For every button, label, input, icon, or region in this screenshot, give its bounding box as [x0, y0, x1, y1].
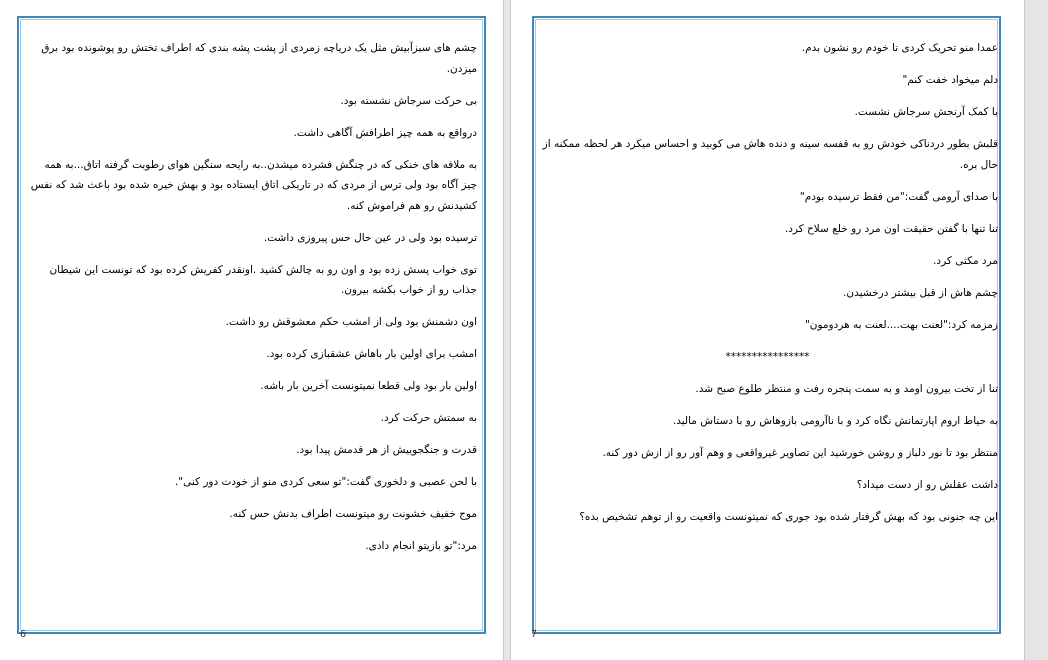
paragraph[interactable]: با لحن عصبی و دلخوری گفت:"تو سعی کردی منو از خودت دور کنی".: [174, 476, 477, 488]
paragraph[interactable]: درواقع به همه چیز اطرافش آگاهی داشت.: [293, 126, 477, 139]
paragraph[interactable]: امشب برای اولین بار باهاش عشقبازی کرده بود.: [266, 348, 477, 360]
page-body[interactable]: [537, 38, 998, 539]
paragraph[interactable]: قلبش بطور دردناکی خودش رو به قفسه سینه و دنده هاش می کوبید و احساس میکرد هر لحظه ممکنه از حال بره.: [542, 138, 998, 171]
paragraph[interactable]: اولین بار بود ولی قطعا نمیتونست آخرین بار باشه.: [260, 380, 477, 392]
page-number: 6: [20, 629, 27, 640]
paragraph[interactable]: به حیاط اروم اپارتمانش نگاه کرد و با ناآرومی بازوهاش رو با دستاش مالید.: [672, 414, 998, 427]
paragraph[interactable]: با صدای آرومی گفت:"من فقط ترسیده بودم": [799, 190, 998, 203]
paragraph[interactable]: منتظر بود تا نور دلباز و روشن خورشید این تصاویر غیرواقعی و وهم آور رو از ازش دور کنه.: [602, 446, 998, 459]
paragraph[interactable]: با کمک آرنجش سرجاش نشست.: [854, 106, 998, 118]
paragraph[interactable]: تنا تنها با گفتن حقیقت اون مرد رو خلع سلاح کرد.: [784, 222, 998, 235]
paragraph[interactable]: قدرت و جنگجوییش از هر قدمش پیدا بود.: [296, 444, 477, 456]
paragraph[interactable]: بی حرکت سرجاش نشسته بود.: [340, 94, 477, 107]
workspace-edge: [1024, 0, 1048, 660]
paragraph[interactable]: داشت عقلش رو از دست میداد؟: [856, 478, 998, 491]
paragraph[interactable]: مرد:"تو بازیتو انجام دادی.: [365, 540, 477, 552]
paragraph[interactable]: تنا از تخت بیرون اومد و به سمت پنجره رفت و منتظر طلوع صبح شد.: [695, 382, 998, 395]
paragraph[interactable]: به سمتش حرکت کرد.: [380, 412, 477, 424]
page-number: 7: [531, 629, 538, 640]
paragraph[interactable]: این چه جنونی بود که بهش گرفتار شده بود جوری که نمیتونست واقعیت رو از توهم تشخیص بده؟: [579, 510, 998, 523]
page-gutter: [503, 0, 511, 660]
paragraph[interactable]: چشم هاش از قبل بیشتر درخشیدن.: [843, 286, 998, 299]
document-page-7[interactable]: [511, 0, 1024, 660]
document-page-6[interactable]: [0, 0, 503, 660]
paragraph[interactable]: زمزمه کرد:"لعنت بهت....لعنت به هردومون": [804, 318, 998, 331]
paragraph[interactable]: دلم میخواد خفت کنم": [902, 74, 998, 86]
paragraph[interactable]: توی خواب پسش زده بود و اون رو به چالش کشید .اونقدر کفریش کرده بود که تونست این شیطان جذاب رو از خواب بکشه بیرون.: [49, 263, 477, 296]
paragraph[interactable]: موج خفیف خشونت رو میتونست اطراف بدنش حس کنه.: [229, 508, 477, 520]
paragraph[interactable]: مرد مکثی کرد.: [933, 254, 998, 267]
page-body[interactable]: [26, 38, 477, 568]
paragraph[interactable]: ترسیده بود ولی در عین حال حس پیروزی داشت.: [263, 231, 477, 244]
scene-separator[interactable]: ****************: [725, 350, 810, 363]
paragraph[interactable]: به ملافه های خنکی که در چنگش فشرده میشدن..به رایحه سنگین هوای رطوبت گرفته اتاق...به همه چیز آگاه بود ولی ترس از مردی که در تاریکی اتاق ایستاده بود و بهش خیره شده بود باعث شد که نفس کشیدنش رو هم فراموش کنه.: [30, 158, 477, 212]
paragraph[interactable]: اون دشمنش بود ولی از امشب حکم معشوقش رو داشت.: [225, 316, 477, 328]
paragraph[interactable]: چشم های سبزآبیش مثل یک دریاچه زمردی از پشت پشه بندی که اطراف تختش رو پوشونده بود برق میزدن.: [41, 42, 477, 75]
paragraph[interactable]: عمدا منو تحریک کردی تا خودم رو نشون بدم.: [801, 42, 998, 54]
